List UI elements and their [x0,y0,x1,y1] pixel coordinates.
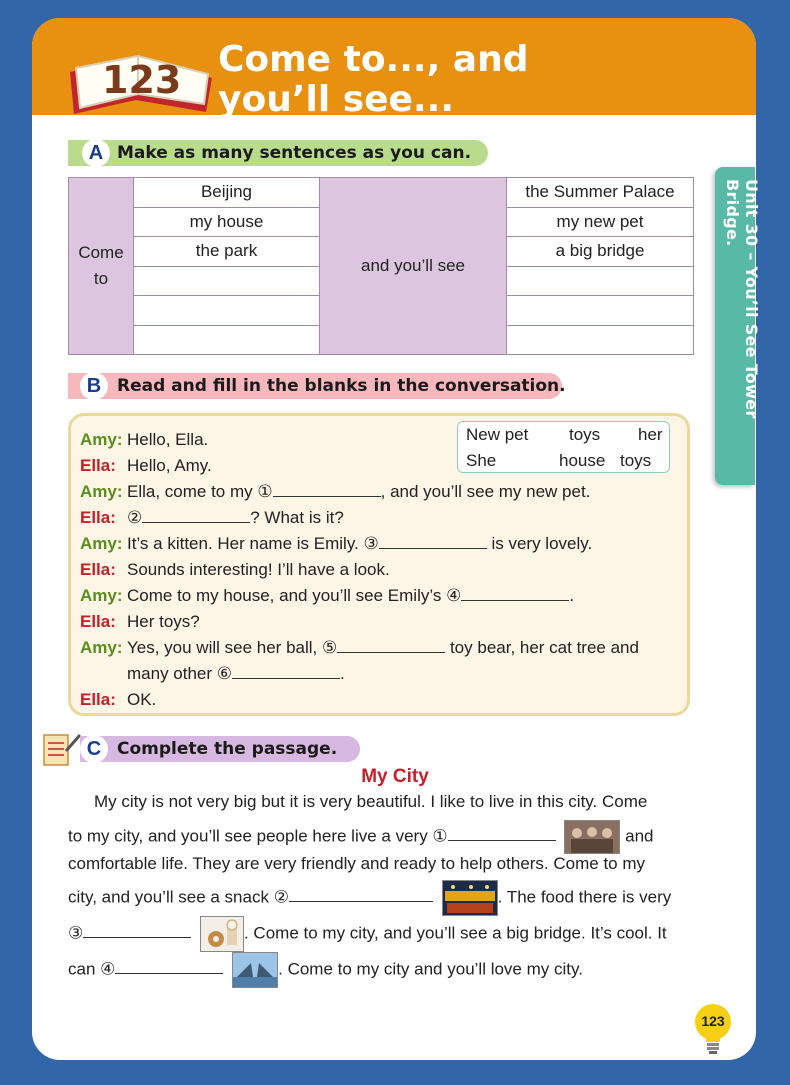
blank-number: ② [273,887,289,907]
passage-text: . The food there is very [497,887,672,907]
dialogue-text: is very lovely. [486,534,593,553]
section-c-letter: C [80,735,108,763]
place-cell: my house [134,207,320,237]
word-bank-item: toys [569,425,601,444]
answer-blank[interactable] [289,887,433,902]
answer-blank[interactable] [448,826,556,841]
passage-line [68,820,654,854]
come-to-cell: Come to [69,178,134,355]
passage-line [68,880,671,916]
speaker-label: Amy: [80,534,123,553]
dialogue-text: Yes, you will see her ball, [127,638,322,657]
sight-cell: my new pet [507,207,694,237]
place-cell: the park [134,237,320,267]
place-cell-empty[interactable] [134,266,320,296]
place-cell-empty[interactable] [134,296,320,326]
dialogue-line [80,430,208,456]
unit-side-tab [715,167,761,485]
speaker-label: Amy: [80,638,123,657]
blank-number: ④ [446,586,462,605]
speaker-label: Amy: [80,482,123,501]
dialogue-line [80,560,390,586]
bridge-picture-icon [232,952,278,988]
dialogue-line [80,482,590,508]
answer-blank[interactable] [379,534,487,549]
dialogue-text: OK. [127,690,157,709]
answer-blank[interactable] [232,664,340,679]
place-cell-empty[interactable] [134,325,320,355]
passage-text: comfortable life. They are very friendly and ready to help others. Come to my [68,854,646,873]
dialogue-text: It’s a kitten. Her name is Emily. [127,534,364,553]
dialogue-line [80,612,200,638]
passage-title: My City [361,766,429,787]
sentence-table [68,177,694,355]
speaker-label: Ella: [80,612,116,631]
speaker-label: Amy: [80,586,123,605]
word-bank-item: house [559,451,606,470]
passage-line [68,854,645,874]
blank-number: ③ [363,534,379,553]
dialogue-text: Come to my house, and you’ll see Emily’s [127,586,447,605]
passage-line [94,792,647,812]
blank-number: ① [257,482,273,501]
and-you-see-cell: and you’ll see [320,178,507,355]
passage-text: . Come to my city, and you’ll see a big bridge. It’s cool. It [243,923,667,943]
people-picture-icon [564,820,620,854]
speaker-label: Amy: [80,430,123,449]
dialogue-line [80,456,212,482]
page-number: 123 [695,1004,731,1040]
sight-cell-empty[interactable] [507,296,694,326]
answer-blank[interactable] [83,923,191,938]
answer-blank[interactable] [337,638,445,653]
dialogue-line [80,638,639,664]
word-bank-item: toys [620,451,652,470]
section-b-instruction: Read and fill in the blanks in the conversation. [117,376,566,396]
blank-number: ⑥ [216,664,233,683]
lightbulb-base-icon [704,1038,722,1056]
dialogue-line [80,690,156,716]
lesson-number: 123 [102,58,182,102]
word-bank-item: She [466,451,497,470]
dialogue-text: , and you’ll see my new pet. [380,482,591,501]
speaker-label: Ella: [80,690,116,709]
dialogue-text: Hello, Amy. [127,456,212,475]
answer-blank[interactable] [142,508,250,523]
section-b-letter: B [80,372,108,400]
sight-cell: the Summer Palace [507,178,694,208]
word-bank [457,421,670,473]
passage-text: and [620,826,654,846]
answer-blank[interactable] [273,482,381,497]
passage-line [68,952,583,988]
answer-blank[interactable] [461,586,569,601]
passage-text: . Come to my city and you’ll love my city. [278,959,583,979]
snack-street-picture-icon [442,880,498,916]
blank-number: ③ [68,923,84,943]
speaker-label: Ella: [80,508,116,527]
dialogue-text: Sounds interesting! I’ll have a look. [127,560,390,579]
unit-tab-label: Unit 30 – You’ll See Tower Bridge. [723,179,761,419]
sight-cell-empty[interactable] [507,266,694,296]
passage-text: can [68,959,101,979]
word-bank-item: New pet [466,425,529,444]
passage-text: city, and you’ll see a snack [68,887,274,907]
dialogue-text: toy bear, her cat tree and [445,638,639,657]
blank-number: ① [432,826,448,846]
section-c-instruction: Complete the passage. [117,739,338,759]
place-cell: Beijing [134,178,320,208]
dialogue-text: . [340,664,345,683]
dialogue-text: Ella, come to my [127,482,258,501]
dialogue-text: many other [127,664,217,683]
speaker-label: Ella: [80,560,116,579]
dialogue-text: . [569,586,575,605]
passage-text: My city is not very big but it is very beautiful. I like to live in this city. Come [94,792,648,811]
page-title: Come to..., and you’ll see... [218,39,529,120]
dialogue-line [80,508,344,534]
dialogue-line [80,586,574,612]
dialogue-text: ? What is it? [250,508,344,527]
sight-cell-empty[interactable] [507,325,694,355]
worksheet-pencil-icon [42,731,82,767]
blank-number: ④ [100,959,116,979]
dialogue-line [80,534,592,560]
food-picture-icon [200,916,244,952]
blank-number: ② [127,508,143,527]
word-bank-item: her [638,425,663,444]
section-a-letter: A [82,139,110,167]
section-a-instruction: Make as many sentences as you can. [117,143,472,163]
dialogue-text: Hello, Ella. [127,430,209,449]
passage-line [68,916,667,952]
sight-cell: a big bridge [507,237,694,267]
dialogue-text: Her toys? [127,612,200,631]
passage-text: to my city, and you’ll see people here live a very [68,826,433,846]
dialogue-line [80,664,345,690]
blank-number: ⑤ [321,638,338,657]
speaker-label: Ella: [80,456,116,475]
answer-blank[interactable] [115,959,223,974]
